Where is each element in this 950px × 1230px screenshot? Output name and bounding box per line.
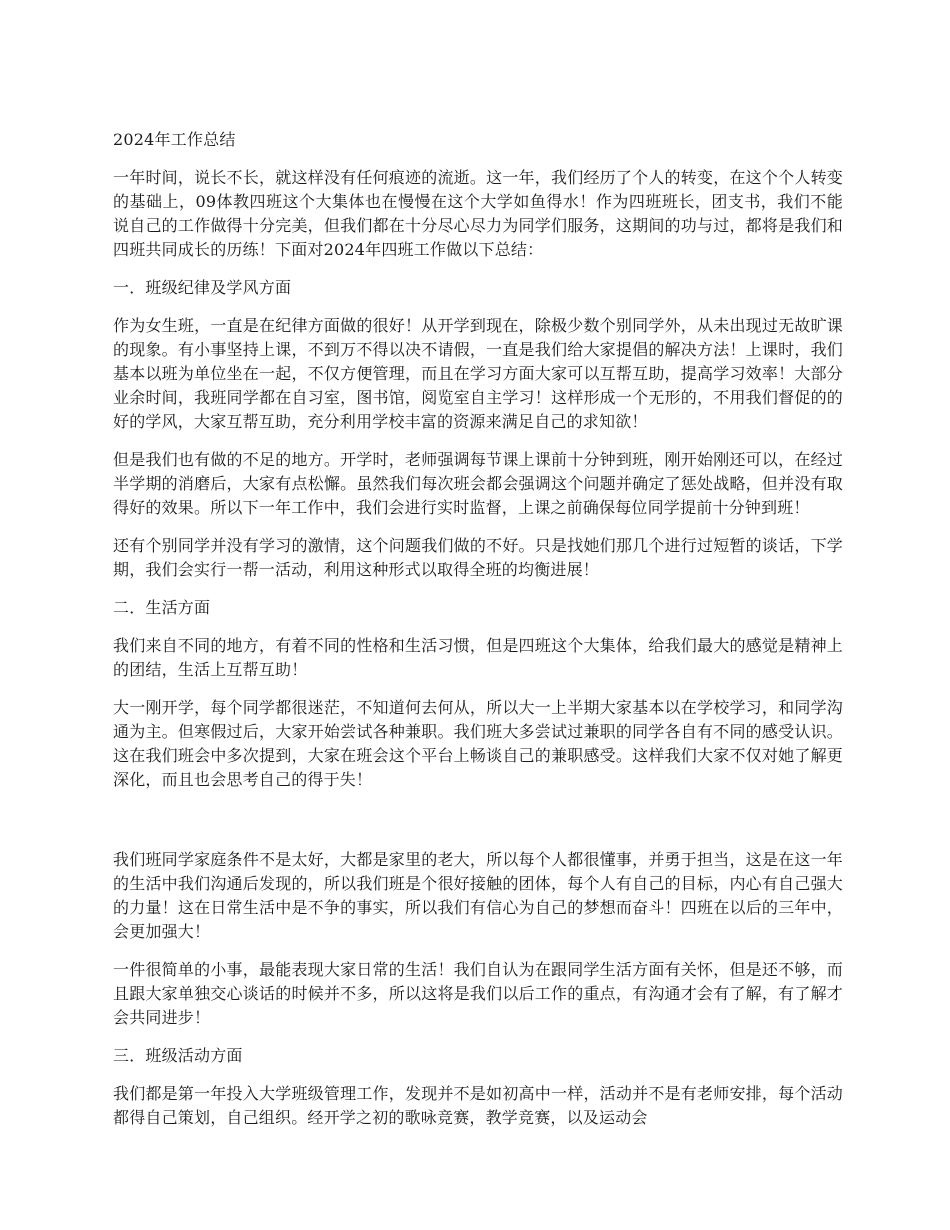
paragraph: 还有个别同学并没有学习的激情，这个问题我们做的不好。只是找她们那几个进行过短暂的谈话，下学期，我们会实行一帮一活动，利用这种形式以取得全班的均衡进展！ xyxy=(113,536,843,579)
page-gap xyxy=(113,806,843,848)
section-heading-activities: 三．班级活动方面 xyxy=(113,1046,243,1065)
paragraph: 我们来自不同的地方，有着不同的性格和生活习惯，但是四班这个大集体，给我们最大的感觉是精神上的团结，生活上互帮互助！ xyxy=(113,636,843,679)
document-title: 2024年工作总结 xyxy=(113,130,236,149)
paragraph: 作为女生班，一直是在纪律方面做的很好！从开学到现在，除极少数个别同学外，从未出现过无故旷课的现象。有小事坚持上课，不到万不得以决不请假，一直是我们给大家提倡的解决方法！上课时，我们基本以班为单位坐在一起，不仅方便管理，而且在学习方面大家可以互帮互助，提高学习效率！大部分业余时间，我班同学都在自习室，图书馆，阅览室自主学习！这样形成一个无形的，不用我们督促的的好的学风，大家互帮互助，充分利用学校丰富的资源来满足自己的求知欲！ xyxy=(113,316,843,431)
section-heading-life: 二．生活方面 xyxy=(113,598,211,617)
paragraph: 但是我们也有做的不足的地方。开学时，老师强调每节课上课前十分钟到班，刚开始刚还可以，在经过半学期的消磨后，大家有点松懈。虽然我们每次班会都会强调这个问题并确定了惩处战略，但并没有取得好的效果。所以下一年工作中，我们会进行实时监督，上课之前确保每位同学提前十分钟到班！ xyxy=(113,450,843,517)
intro-paragraph: 一年时间，说长不长，就这样没有任何痕迹的流逝。这一年，我们经历了个人的转变，在这个个人转变的基础上，09体教四班这个大集体也在慢慢在这个大学如鱼得水！作为四班班长，团支书，我们不能说自己的工作做得十分完美，但我们都在十分尽心尽力为同学们服务，这期间的功与过，都将是我们和四班共同成长的历练！下面对2024年四班工作做以下总结： xyxy=(113,168,843,259)
paragraph: 一件很简单的小事，最能表现大家日常的生活！我们自认为在跟同学生活方面有关怀，但是还不够，而且跟大家单独交心谈话的时候并不多，所以这将是我们以后工作的重点，有沟通才会有了解，有了解才会共同进步！ xyxy=(113,960,843,1027)
section-heading-discipline: 一．班级纪律及学风方面 xyxy=(113,278,292,297)
paragraph: 我们班同学家庭条件不是太好，大都是家里的老大，所以每个人都很懂事，并勇于担当，这是在这一年的生活中我们沟通后发现的，所以我们班是个很好接触的团体，每个人有自己的目标，内心有自己强大的力量！这在日常生活中是不争的事实，所以我们有信心为自己的梦想而奋斗！四班在以后的三年中，会更加强大！ xyxy=(113,850,843,941)
document-page xyxy=(113,128,843,1144)
paragraph: 大一刚开学，每个同学都很迷茫，不知道何去何从，所以大一上半期大家基本以在学校学习，和同学沟通为主。但寒假过后，大家开始尝试各种兼职。我们班大多尝试过兼职的同学各自有不同的感受认识。这在我们班会中多次提到，大家在班会这个平台上畅谈自己的兼职感受。这样我们大家不仅对她了解更深化，而且也会思考自己的得于失！ xyxy=(113,698,843,789)
paragraph: 我们都是第一年投入大学班级管理工作，发现并不是如初高中一样，活动并不是有老师安排，每个活动都得自己策划，自己组织。经开学之初的歌咏竞赛，教学竞赛，以及运动会 xyxy=(113,1084,843,1127)
